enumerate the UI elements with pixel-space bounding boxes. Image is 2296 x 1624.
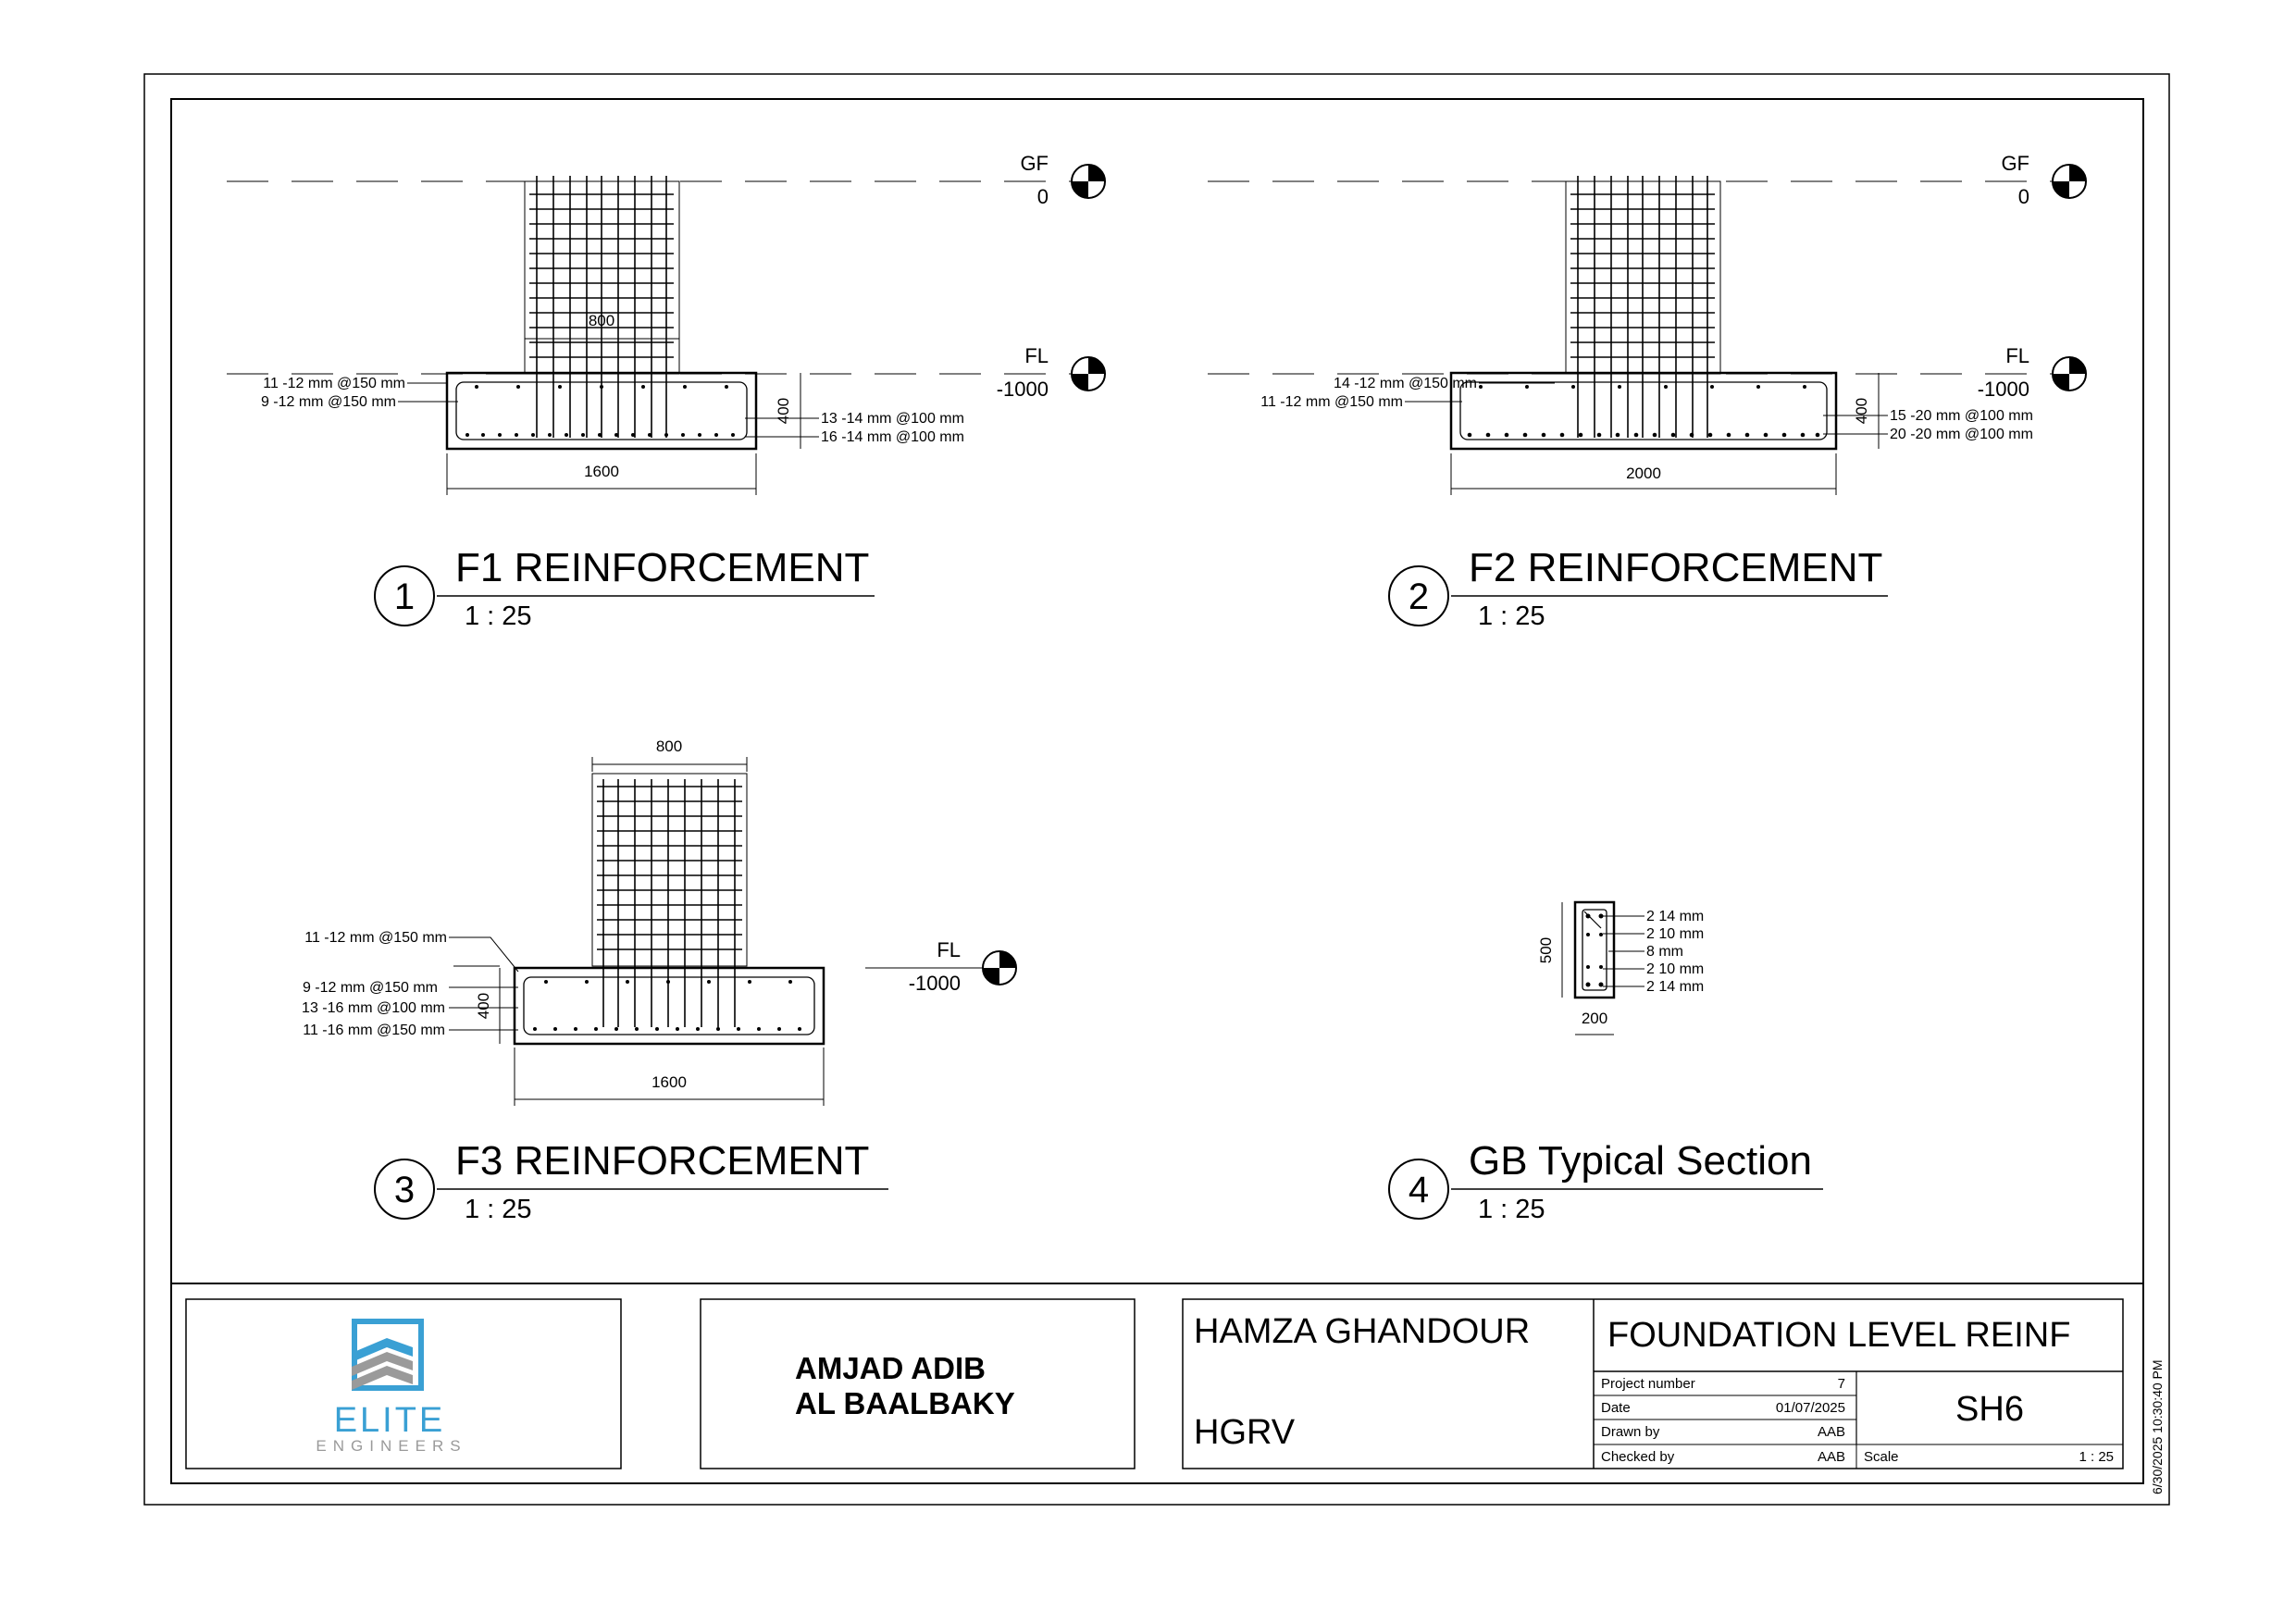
client-line-2: AL BAALBAKY: [795, 1386, 1015, 1420]
level-name-gf: GF: [2001, 152, 2029, 175]
drawn-by-value: AAB: [1817, 1424, 1845, 1440]
note-left-2: 9 -12 mm @150 mm: [260, 394, 396, 410]
note-left-4: 11 -16 mm @150 mm: [303, 1023, 445, 1038]
footing-top-bars: [544, 980, 792, 984]
sheet-number: SH6: [1955, 1390, 2024, 1429]
level-value-fl: -1000: [1977, 378, 2029, 401]
note-left-1: 11 -12 mm @150 mm: [304, 930, 447, 946]
footing-top-bars: [475, 385, 728, 389]
drawn-by-label: Drawn by: [1601, 1424, 1660, 1440]
footing-depth-dim: 400: [475, 992, 492, 1020]
note-left-1: 14 -12 mm @150 mm: [1334, 376, 1477, 391]
project-name: HGRV: [1194, 1413, 1296, 1452]
outer-border: [144, 74, 2169, 1505]
view-number: 3: [393, 1170, 416, 1210]
date-label: Date: [1601, 1400, 1631, 1416]
column-vertical-bars: [537, 176, 666, 438]
view-title: GB Typical Section: [1469, 1138, 1812, 1184]
beam-width-dim: 200: [1581, 1010, 1608, 1027]
view-scale: 1 : 25: [465, 601, 532, 631]
view-title: F3 REINFORCEMENT: [455, 1138, 870, 1184]
footing-bottom-bars: [533, 1027, 801, 1031]
level-marker-icon: [1072, 357, 1105, 391]
note-right-2: 16 -14 mm @100 mm: [821, 429, 964, 445]
column-vertical-bars: [1578, 176, 1707, 438]
level-value-fl: -1000: [996, 378, 1049, 401]
note-right-1: 2 14 mm: [1646, 909, 1705, 924]
beam-height-dim: 500: [1537, 936, 1555, 964]
level-name-gf: GF: [1020, 152, 1049, 175]
level-name-fl: FL: [2005, 344, 2029, 367]
scale-value: 1 : 25: [2079, 1449, 2114, 1465]
checked-by-value: AAB: [1817, 1449, 1845, 1465]
view-number: 1: [393, 576, 416, 617]
footing-depth-dim: 400: [775, 397, 792, 425]
note-right-5: 2 14 mm: [1646, 979, 1705, 995]
note-left-3: 13 -16 mm @100 mm: [302, 1000, 445, 1016]
view-gb: [1389, 902, 1823, 1224]
date-value: 01/07/2025: [1775, 1400, 1845, 1416]
view-title: F1 REINFORCEMENT: [455, 545, 870, 590]
note-left-2: 9 -12 mm @150 mm: [302, 980, 438, 996]
title-block: [186, 1299, 2165, 1494]
checked-by-label: Checked by: [1601, 1449, 1675, 1465]
footing-width-dim: 1600: [652, 1073, 687, 1091]
view-number: 2: [1408, 576, 1430, 617]
view-f1: [227, 152, 1105, 631]
note-left-2: 11 -12 mm @150 mm: [1260, 394, 1403, 410]
project-number-value: 7: [1837, 1376, 1845, 1392]
footing-outline: [1451, 373, 1836, 449]
note-right-4: 2 10 mm: [1646, 961, 1705, 977]
inner-border: [171, 99, 2143, 1483]
column-width-dim: 800: [588, 312, 615, 329]
column-width-dim: 800: [655, 738, 683, 755]
view-scale: 1 : 25: [465, 1195, 532, 1224]
note-right-1: 13 -14 mm @100 mm: [821, 411, 964, 427]
level-value-fl: -1000: [908, 972, 961, 995]
elite-logo-icon: [352, 1321, 421, 1390]
footing-width-dim: 1600: [584, 463, 619, 480]
footing-width-dim: 2000: [1626, 465, 1661, 482]
note-right-1: 15 -20 mm @100 mm: [1890, 408, 2033, 424]
level-value-gf: 0: [1036, 185, 1049, 208]
scale-label: Scale: [1864, 1449, 1899, 1465]
level-marker-icon: [2053, 165, 2086, 198]
logo-name: ELITE: [333, 1401, 446, 1440]
view-title: F2 REINFORCEMENT: [1469, 545, 1883, 590]
note-right-3: 8 mm: [1646, 944, 1683, 960]
level-marker-icon: [2053, 357, 2086, 391]
project-number-label: Project number: [1601, 1376, 1695, 1392]
view-f2: [1208, 152, 2086, 631]
note-right-2: 2 10 mm: [1646, 926, 1705, 942]
view-scale: 1 : 25: [1478, 601, 1545, 631]
owner-name: HAMZA GHANDOUR: [1194, 1312, 1531, 1351]
footing-bottom-bars: [465, 433, 735, 437]
note-left-1: 11 -12 mm @150 mm: [263, 376, 405, 391]
footing-depth-dim: 400: [1853, 397, 1870, 425]
client-line-1: AMJAD ADIB: [795, 1351, 986, 1385]
footing-bottom-bars: [1468, 433, 1820, 438]
sheet-name: FOUNDATION LEVEL REINF: [1607, 1316, 2071, 1355]
view-scale: 1 : 25: [1478, 1195, 1545, 1224]
level-marker-icon: [1072, 165, 1105, 198]
footing-outline: [515, 968, 824, 1044]
view-f3: [302, 738, 1016, 1224]
level-name-fl: FL: [937, 938, 961, 961]
level-value-gf: 0: [2017, 185, 2029, 208]
level-marker-icon: [983, 951, 1016, 985]
note-right-2: 20 -20 mm @100 mm: [1890, 427, 2033, 442]
level-name-fl: FL: [1024, 344, 1049, 367]
print-timestamp: 6/30/2025 10:30:40 PM: [2150, 1359, 2165, 1494]
logo-sub: ENGINEERS: [316, 1437, 467, 1455]
view-number: 4: [1408, 1170, 1430, 1210]
